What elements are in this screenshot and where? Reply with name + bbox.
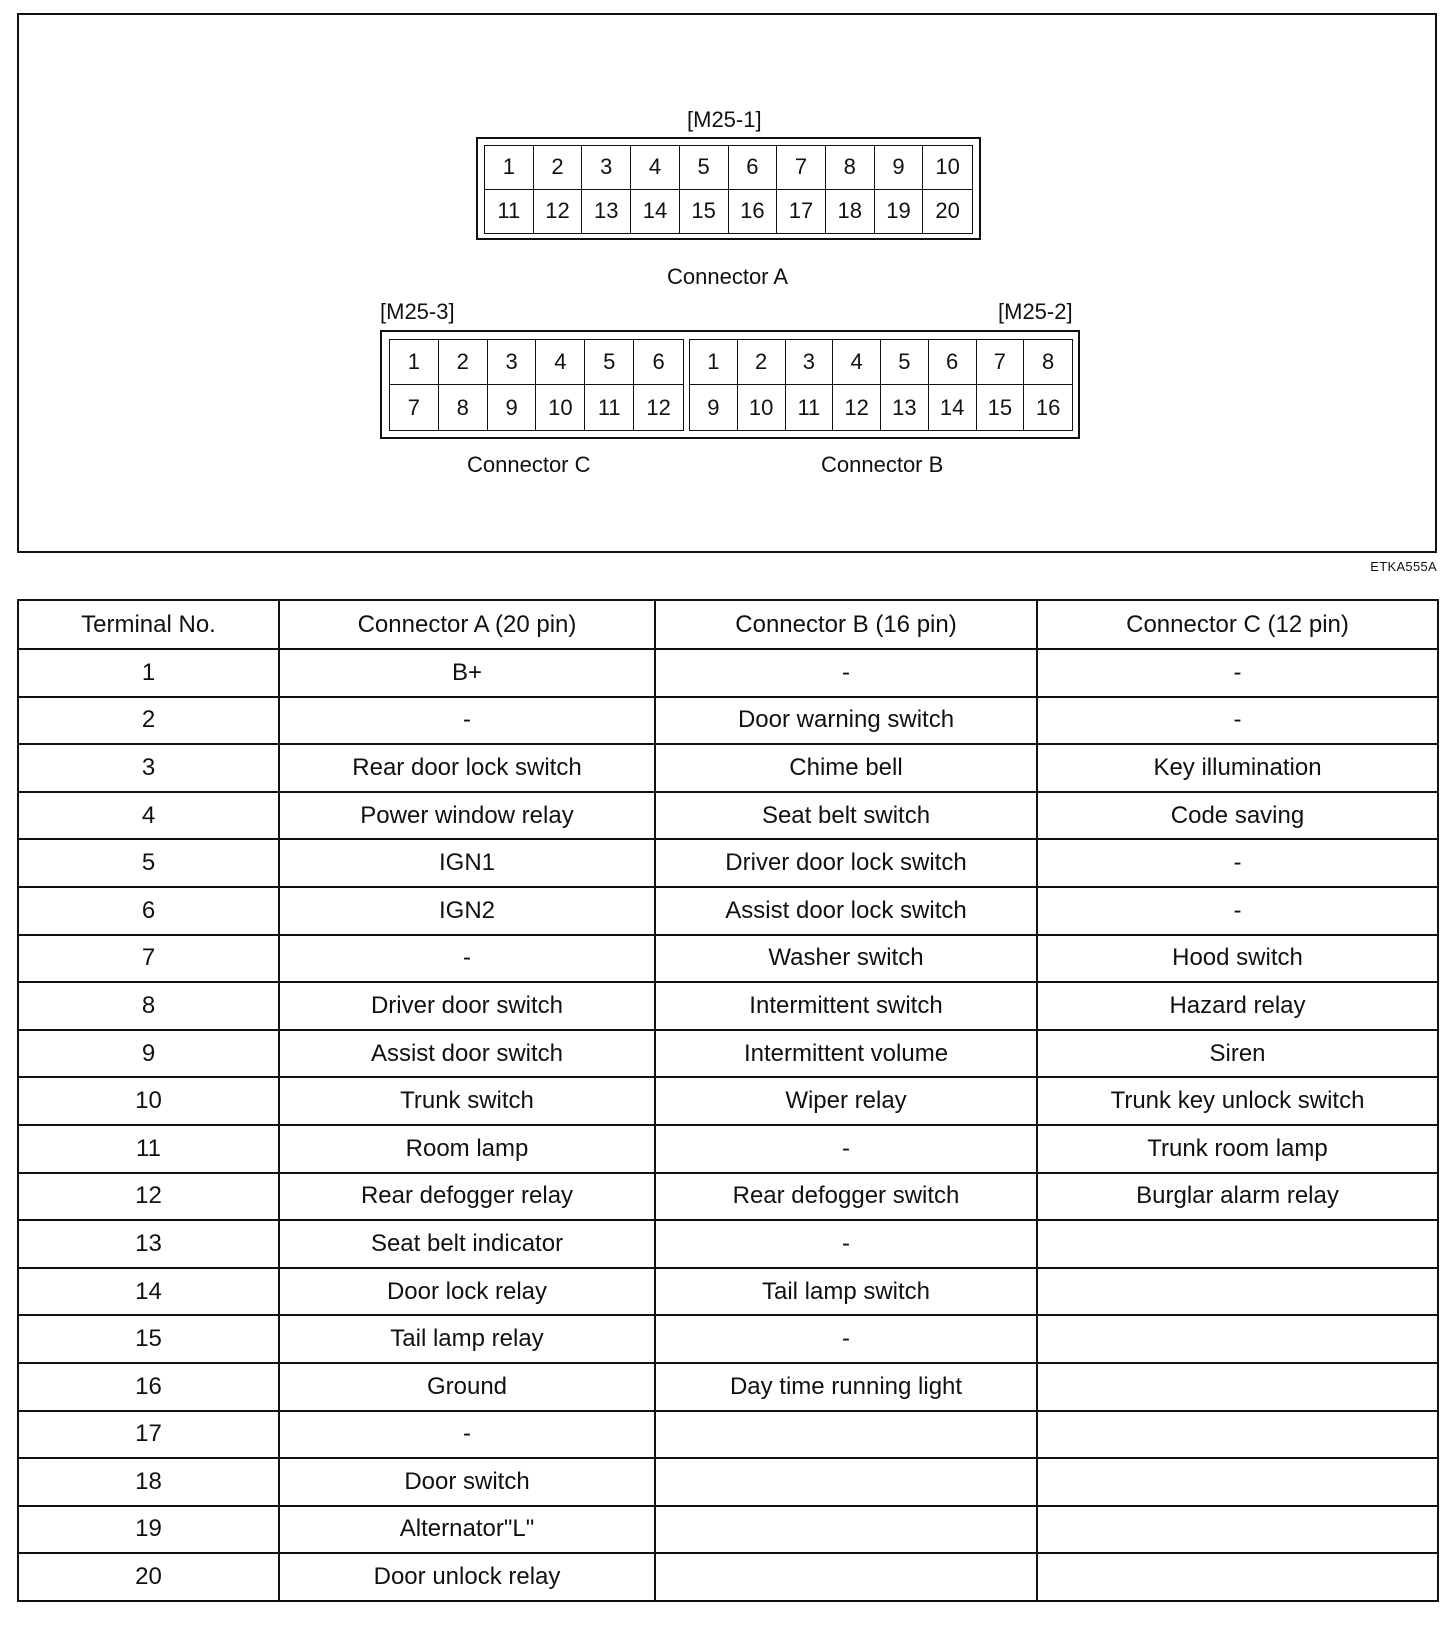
table-cell: Rear defogger switch bbox=[655, 1173, 1037, 1221]
table-cell: Door lock relay bbox=[279, 1268, 655, 1316]
table-cell: Rear door lock switch bbox=[279, 744, 655, 792]
table-cell: - bbox=[655, 1125, 1037, 1173]
table-cell: Door switch bbox=[279, 1458, 655, 1506]
table-row bbox=[18, 1458, 1438, 1506]
table-cell: Chime bell bbox=[655, 744, 1037, 792]
connector-a-pin: 14 bbox=[631, 190, 680, 234]
table-cell: Seat belt switch bbox=[655, 792, 1037, 840]
table-cell: Alternator"L" bbox=[279, 1506, 655, 1554]
connector-b-pin: 1 bbox=[690, 340, 738, 385]
terminal-number-cell: 15 bbox=[18, 1315, 279, 1363]
connector-b-pin: 9 bbox=[690, 385, 738, 430]
table-cell: Room lamp bbox=[279, 1125, 655, 1173]
connector-c-pin: 2 bbox=[439, 340, 488, 385]
header-connector-a: Connector A (20 pin) bbox=[279, 600, 655, 649]
connector-b-pin: 6 bbox=[929, 340, 977, 385]
connector-b-pin: 5 bbox=[881, 340, 929, 385]
terminal-number-cell: 17 bbox=[18, 1411, 279, 1459]
table-cell: IGN2 bbox=[279, 887, 655, 935]
table-cell: Trunk switch bbox=[279, 1077, 655, 1125]
connector-c-pin: 9 bbox=[488, 385, 537, 430]
table-row bbox=[18, 1220, 1438, 1268]
connector-a-pin: 20 bbox=[935, 198, 960, 224]
connector-b-pin: 4 bbox=[833, 340, 881, 385]
table-cell bbox=[1037, 1553, 1438, 1601]
connector-diagram bbox=[17, 13, 1437, 553]
terminal-number-cell: 16 bbox=[18, 1363, 279, 1411]
terminal-number-cell: 4 bbox=[18, 792, 279, 840]
connector-a-pin: 5 bbox=[680, 146, 729, 190]
table-cell bbox=[1037, 1506, 1438, 1554]
connector-a-code: [M25-1] bbox=[687, 107, 762, 132]
table-cell bbox=[655, 1458, 1037, 1506]
table-row bbox=[18, 1030, 1438, 1078]
table-cell: Hood switch bbox=[1037, 935, 1438, 983]
connector-cb-housing bbox=[380, 330, 1080, 439]
table-cell bbox=[655, 1553, 1037, 1601]
connector-a-pin: 15 bbox=[680, 190, 729, 234]
connector-a-pin: 6 bbox=[729, 146, 778, 190]
table-row bbox=[18, 1125, 1438, 1173]
table-body bbox=[18, 649, 1438, 1601]
table-cell: Driver door switch bbox=[279, 982, 655, 1030]
connector-b-pin: 8 bbox=[1024, 340, 1072, 385]
table-cell: Ground bbox=[279, 1363, 655, 1411]
connector-a-pin: 12 bbox=[534, 190, 583, 234]
connector-a-pin-grid bbox=[484, 145, 973, 234]
connector-a-pin: 11 bbox=[485, 190, 534, 234]
connector-a-pin: 1 bbox=[485, 146, 534, 190]
table-cell: - bbox=[655, 649, 1037, 697]
table-cell: Washer switch bbox=[655, 935, 1037, 983]
table-cell: - bbox=[1037, 839, 1438, 887]
connector-a-pin: 3 bbox=[582, 146, 631, 190]
table-cell: - bbox=[1037, 697, 1438, 745]
table-row bbox=[18, 887, 1438, 935]
header-terminal-no: Terminal No. bbox=[18, 600, 279, 649]
connector-a-pin: 19 bbox=[875, 190, 924, 234]
table-cell: Assist door switch bbox=[279, 1030, 655, 1078]
terminal-number-cell: 12 bbox=[18, 1173, 279, 1221]
table-cell bbox=[1037, 1411, 1438, 1459]
table-cell: - bbox=[279, 935, 655, 983]
table-cell bbox=[1037, 1363, 1438, 1411]
connector-c-pin: 12 bbox=[646, 394, 671, 420]
table-cell: - bbox=[279, 1411, 655, 1459]
connector-a-pin: 8 bbox=[826, 146, 875, 190]
table-cell: Door warning switch bbox=[655, 697, 1037, 745]
header-connector-c: Connector C (12 pin) bbox=[1037, 600, 1438, 649]
table-cell: Siren bbox=[1037, 1030, 1438, 1078]
connector-c-pin: 7 bbox=[390, 385, 439, 430]
table-cell: Burglar alarm relay bbox=[1037, 1173, 1438, 1221]
connector-a-pin: 18 bbox=[826, 190, 875, 234]
table-row bbox=[18, 744, 1438, 792]
connector-b-pin: 10 bbox=[738, 385, 786, 430]
terminal-number-cell: 18 bbox=[18, 1458, 279, 1506]
table-row bbox=[18, 1506, 1438, 1554]
connector-c-pin-grid bbox=[389, 339, 684, 431]
table-row bbox=[18, 649, 1438, 697]
connector-c-pin: 3 bbox=[488, 340, 537, 385]
connector-c-pin: 11 bbox=[585, 385, 634, 430]
terminal-number-cell: 14 bbox=[18, 1268, 279, 1316]
terminal-number-cell: 9 bbox=[18, 1030, 279, 1078]
table-cell bbox=[1037, 1268, 1438, 1316]
header-connector-b: Connector B (16 pin) bbox=[655, 600, 1037, 649]
table-cell: Trunk room lamp bbox=[1037, 1125, 1438, 1173]
connector-a-pin: 10 bbox=[923, 146, 972, 190]
terminal-number-cell: 13 bbox=[18, 1220, 279, 1268]
connector-a bbox=[476, 137, 981, 240]
table-cell: Hazard relay bbox=[1037, 982, 1438, 1030]
terminal-number-cell: 20 bbox=[18, 1553, 279, 1601]
table-cell: Trunk key unlock switch bbox=[1037, 1077, 1438, 1125]
connector-c-pin: 4 bbox=[536, 340, 585, 385]
figure-code: ETKA555A bbox=[1370, 559, 1437, 574]
table-cell: - bbox=[655, 1220, 1037, 1268]
connector-b-pin: 3 bbox=[786, 340, 834, 385]
connector-b-pin: 16 bbox=[1035, 394, 1061, 420]
table-row bbox=[18, 935, 1438, 983]
table-cell bbox=[1037, 1220, 1438, 1268]
connector-c-pin: 1 bbox=[390, 340, 439, 385]
table-cell: Wiper relay bbox=[655, 1077, 1037, 1125]
table-cell: Power window relay bbox=[279, 792, 655, 840]
connector-b-pin: 11 bbox=[786, 385, 834, 430]
table-row bbox=[18, 839, 1438, 887]
table-row bbox=[18, 1553, 1438, 1601]
table-cell: - bbox=[279, 697, 655, 745]
connector-a-caption: Connector A bbox=[667, 264, 789, 289]
terminal-number-cell: 2 bbox=[18, 697, 279, 745]
connector-b-pin: 13 bbox=[881, 385, 929, 430]
table-row bbox=[18, 697, 1438, 745]
terminal-number-cell: 3 bbox=[18, 744, 279, 792]
connector-a-pin: 2 bbox=[534, 146, 583, 190]
table-cell: Key illumination bbox=[1037, 744, 1438, 792]
terminal-number-cell: 7 bbox=[18, 935, 279, 983]
connector-a-pin: 13 bbox=[582, 190, 631, 234]
connector-c-pin: 8 bbox=[439, 385, 488, 430]
table-cell: Intermittent switch bbox=[655, 982, 1037, 1030]
connector-b-pin: 2 bbox=[738, 340, 786, 385]
table-row bbox=[18, 1411, 1438, 1459]
connector-c-pin: 6 bbox=[634, 340, 683, 385]
table-cell bbox=[655, 1411, 1037, 1459]
connector-b-pin: 12 bbox=[833, 385, 881, 430]
table-cell: Intermittent volume bbox=[655, 1030, 1037, 1078]
table-cell bbox=[1037, 1315, 1438, 1363]
connector-c-pin: 5 bbox=[585, 340, 634, 385]
table-row bbox=[18, 1268, 1438, 1316]
table-row bbox=[18, 982, 1438, 1030]
table-row bbox=[18, 1315, 1438, 1363]
terminal-number-cell: 6 bbox=[18, 887, 279, 935]
table-cell: IGN1 bbox=[279, 839, 655, 887]
terminal-table bbox=[17, 599, 1439, 1602]
connector-a-pin: 16 bbox=[729, 190, 778, 234]
table-cell: Rear defogger relay bbox=[279, 1173, 655, 1221]
table-row bbox=[18, 1077, 1438, 1125]
table-row bbox=[18, 1363, 1438, 1411]
terminal-number-cell: 1 bbox=[18, 649, 279, 697]
table-cell: Tail lamp relay bbox=[279, 1315, 655, 1363]
connector-a-pin: 9 bbox=[875, 146, 924, 190]
table-header-row bbox=[18, 600, 1438, 649]
connector-b-pin-grid bbox=[689, 339, 1073, 431]
table-row bbox=[18, 1173, 1438, 1221]
table-cell: Assist door lock switch bbox=[655, 887, 1037, 935]
connector-c-code: [M25-3] bbox=[380, 299, 455, 324]
table-cell: - bbox=[1037, 649, 1438, 697]
table-cell: Seat belt indicator bbox=[279, 1220, 655, 1268]
table-cell bbox=[1037, 1458, 1438, 1506]
connector-c-caption: Connector C bbox=[467, 452, 591, 477]
table-cell: Code saving bbox=[1037, 792, 1438, 840]
terminal-number-cell: 8 bbox=[18, 982, 279, 1030]
terminal-number-cell: 5 bbox=[18, 839, 279, 887]
connector-b-pin: 7 bbox=[977, 340, 1025, 385]
connector-b-pin: 15 bbox=[977, 385, 1025, 430]
connector-a-pin: 4 bbox=[631, 146, 680, 190]
table-cell: B+ bbox=[279, 649, 655, 697]
terminal-number-cell: 11 bbox=[18, 1125, 279, 1173]
table-cell: Day time running light bbox=[655, 1363, 1037, 1411]
connector-b-code: [M25-2] bbox=[998, 299, 1073, 324]
table-cell: - bbox=[655, 1315, 1037, 1363]
table-cell: Tail lamp switch bbox=[655, 1268, 1037, 1316]
table-cell bbox=[655, 1506, 1037, 1554]
connector-a-pin: 7 bbox=[777, 146, 826, 190]
table-row bbox=[18, 792, 1438, 840]
connector-a-pin: 17 bbox=[777, 190, 826, 234]
terminal-number-cell: 19 bbox=[18, 1506, 279, 1554]
table-cell: Door unlock relay bbox=[279, 1553, 655, 1601]
connector-b-pin: 14 bbox=[929, 385, 977, 430]
connector-c-pin: 10 bbox=[536, 385, 585, 430]
connector-b-caption: Connector B bbox=[821, 452, 944, 477]
terminal-number-cell: 10 bbox=[18, 1077, 279, 1125]
table-cell: - bbox=[1037, 887, 1438, 935]
table-cell: Driver door lock switch bbox=[655, 839, 1037, 887]
